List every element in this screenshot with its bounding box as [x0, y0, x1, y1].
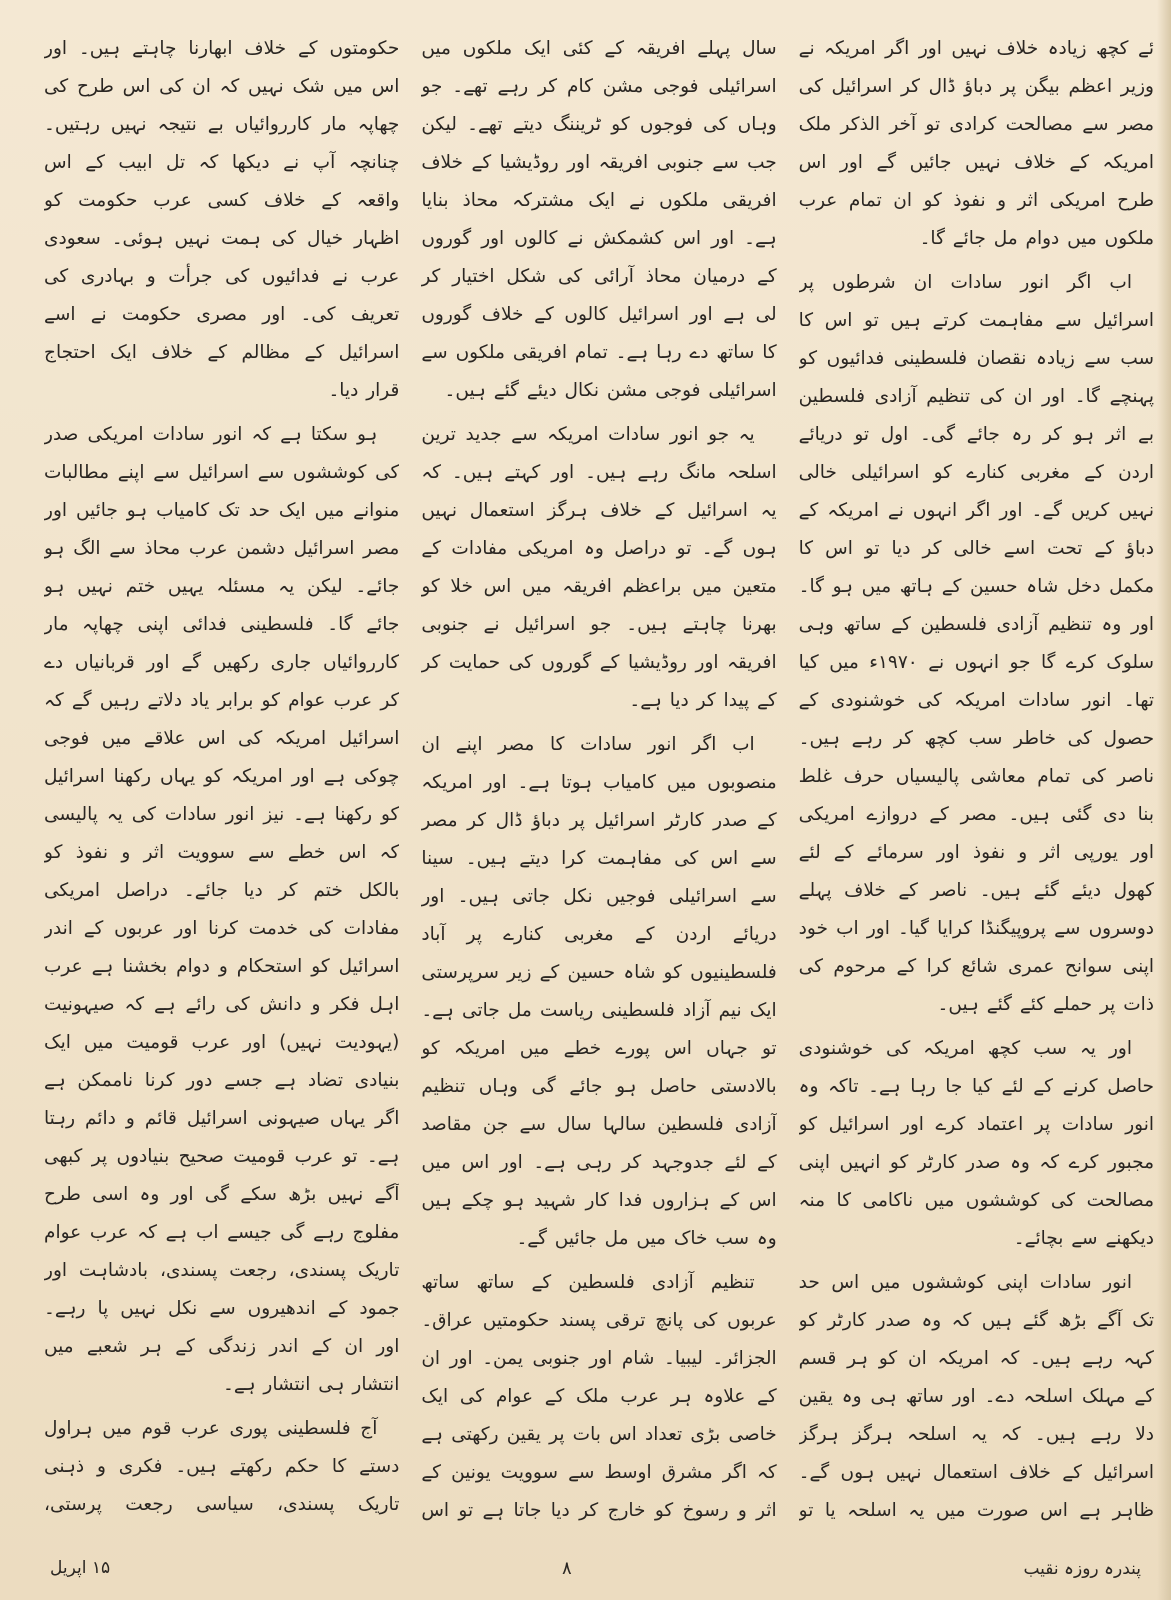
column-right: [799, 30, 1154, 1530]
paragraph: ئے کچھ زیادہ خلاف نہیں اور اگر امریکہ نے وزیر اعظم بیگن پر دباؤ ڈال کر اسرائیل کی مصر سے مصالحت کرادی تو آخر الذکر ملک امریکہ کے خلاف نہیں جائیں گے اور اس طرح امریکی اثر و نفوذ کو ان تمام عرب ملکوں میں دوام مل جائے گا۔: [798, 38, 1154, 249]
issue-date: ۱۵ اپریل: [50, 1558, 111, 1578]
paragraph: یہ جو انور سادات امریکہ سے جدید ترین اسلحہ مانگ رہے ہیں۔ اور کہتے ہیں۔ کہ یہ اسرائیل کے خلاف ہرگز استعمال نہیں ہوں گے۔ تو دراصل وہ امریکی مفادات کے متعین میں براعظم افریقہ میں اس خلا کو بھرنا چاہتے ہیں۔ جو اسرائیل نے جنوبی افریقہ اور روڈیشیا کے گوروں کی حمایت کر کے پیدا کر دیا ہے۔: [421, 424, 777, 711]
text-columns: [44, 30, 1154, 1530]
paragraph: ہو سکتا ہے کہ انور سادات امریکی صدر کی کوششوں سے اسرائیل سے اپنے مطالبات منوانے میں ایک حد تک کامیاب ہو جائیں اور مصر اسرائیل دشمن عرب محاذ سے الگ ہو جائے۔ لیکن یہ مسئلہ یہیں ختم نہیں ہو جائے گا۔ فلسطینی فدائی اپنی چھاپہ مار کارروائیاں جاری رکھیں گے اور قربانیاں دے کر عرب عوام کو برابر یاد دلاتے رہیں گے کہ اسرائیل امریکہ کی اس علاقے میں فوجی چوکی ہے اور امریکہ کو یہاں رکھنا اسرائیل کو رکھنا ہے۔ نیز انور سادات کی یہ پالیسی کہ اس خطے سے سوویت اثر و نفوذ کو بالکل ختم کر دیا جائے۔ دراصل امریکی مفادات کی خدمت کرنا اور عربوں کے اندر اسرائیل کو استحکام و دوام بخشنا ہے عرب اہل فکر و دانش کی رائے ہے کہ صیہونیت (یہودیت نہیں) اور عرب قومیت میں ایک بنیادی تضاد ہے جسے دور کرنا ناممکن ہے اگر یہاں صیہونی اسرائیل قائم و دائم رہتا ہے۔ تو عرب قومیت صحیح بنیادوں پر کبھی آگے نہیں بڑھ سکے گی اور وہ اسی طرح مفلوج رہے گی جیسے اب ہے کہ عرب عوام تاریک پسندی، رجعت پسندی، بادشاہت اور جمود کے اندھیروں سے نکل نہیں پا رہے۔ اور ان کے اندر زندگی کے ہر شعبے میں انتشار ہی انتشار ہے۔: [44, 424, 400, 1395]
paragraph: اب اگر انور سادات کا مصر اپنے ان منصوبوں میں کامیاب ہوتا ہے۔ اور امریکہ کے صدر کارٹر اسرائیل پر دباؤ ڈال کر مصر سے اس کی مفاہمت کرا دیتے ہیں۔ سینا سے اسرائیلی فوجیں نکل جاتی ہیں۔ اور دریائے اردن کے مغربی کنارے پر آباد فلسطینیوں کو شاہ حسین کے زیر سرپرستی ایک نیم آزاد فلسطینی ریاست مل جاتی ہے۔ تو جہاں اس پورے خطے میں امریکہ کو بالادستی حاصل ہو جائے گی وہاں تنظیم آزادی فلسطین سالہا سال سے جن مقاصد کے لئے جدوجہد کر رہی ہے۔ اور اس میں اس کے ہزاروں فدا کار شہید ہو چکے ہیں وہ سب خاک میں مل جائیں گے۔: [421, 734, 777, 1249]
page-number: ۸: [561, 1557, 572, 1579]
paragraph: اب اگر انور سادات ان شرطوں پر اسرائیل سے مفاہمت کرتے ہیں تو اس کا سب سے زیادہ نقصان فلسطینی فدائیوں کو پہنچے گا۔ اور ان کی تنظیم آزادی فلسطین بے اثر ہو کر رہ جائے گی۔ اول تو دریائے اردن کے مغربی کنارے کو اسرائیلی خالی نہیں کریں گے۔ اور اگر انہوں نے امریکہ کے دباؤ کے تحت اسے خالی کر دیا تو اس کا مکمل دخل شاہ حسین کے ہاتھ میں ہو گا۔ اور وہ تنظیم آزادی فلسطین کے ساتھ وہی سلوک کرے گا جو انہوں نے ۱۹۷۰ء میں کیا تھا۔ انور سادات امریکہ کی خوشنودی کے حصول کی خاطر سب کچھ کر رہے ہیں۔ ناصر کی تمام معاشی پالیسیاں حرف غلط بنا دی گئی ہیں۔ مصر کے دروازے امریکی اور یورپی اثر و نفوذ اور سرمائے کے لئے کھول دیئے گئے ہیں۔ ناصر کے خلاف پہلے دوسروں سے پروپیگنڈا کرایا گیا۔ اور اب خود اپنی سوانح عمری شائع کرا کے مرحوم کی ذات پر حملے کئے گئے ہیں۔: [798, 272, 1154, 1015]
paragraph: سال پہلے افریقہ کے کئی ایک ملکوں میں اسرائیلی فوجی مشن کام کر رہے تھے۔ جو وہاں کی فوجوں کو ٹریننگ دیتے تھے۔ لیکن جب سے جنوبی افریقہ اور روڈیشیا کے خلاف افریقی ملکوں نے ایک مشترکہ محاذ بنایا ہے۔ اور اس کشمکش نے کالوں اور گوروں کے درمیان محاذ آرائی کی شکل اختیار کر لی ہے اور اسرائیل کالوں کے خلاف گوروں کا ساتھ دے رہا ہے۔ تمام افریقی ملکوں سے اسرائیلی فوجی مشن نکال دیئے گئے ہیں۔: [421, 38, 777, 401]
paragraph: اور یہ سب کچھ امریکہ کی خوشنودی حاصل کرنے کے لئے کیا جا رہا ہے۔ تاکہ وہ انور سادات پر اعتماد کرے اور اسرائیل کو مجبور کرے کہ وہ صدر کارٹر کو انہیں اپنی مصالحت کی کوششوں میں ناکامی کا منہ دیکھنے سے بچائے۔: [798, 1038, 1154, 1249]
magazine-name: پندرہ روزہ نقیب: [1023, 1558, 1141, 1579]
column-middle: [421, 30, 776, 1530]
paragraph: تنظیم آزادی فلسطین کے ساتھ ساتھ عربوں کی پانچ ترقی پسند حکومتیں عراق۔ الجزائر۔ لیبیا۔ شام اور جنوبی یمن۔ اور ان کے علاوہ ہر عرب ملک کے عوام کی ایک خاصی بڑی تعداد اس بات پر یقین رکھتی ہے کہ اگر مشرق اوسط سے سوویت یونین کے اثر و رسوخ کو خارج کر دیا جاتا ہے تو اس: [421, 1272, 777, 1521]
paragraph: انور سادات اپنی کوششوں میں اس حد تک آگے بڑھ گئے ہیں کہ وہ صدر کارٹر کو کہہ رہے ہیں۔ کہ امریکہ ان کو ہر قسم کے مہلک اسلحہ دے۔ اور ساتھ ہی وہ یقین دلا رہے ہیں۔ کہ یہ اسلحہ ہرگز ہرگز اسرائیل کے خلاف استعمال نہیں ہوں گے۔ ظاہر ہے اس صورت میں یہ اسلحہ یا تو: [798, 1272, 1154, 1521]
paragraph: آج فلسطینی پوری عرب قوم میں ہراول دستے کا حکم رکھتے ہیں۔ فکری و ذہنی تاریک پسندی، سیاسی رجعت پرستی،: [44, 1418, 400, 1515]
paragraph: حکومتوں کے خلاف ابھارنا چاہتے ہیں۔ اور اس میں شک نہیں کہ ان کی اس طرح کی چھاپہ مار کارروائیاں بے نتیجہ نہیں رہتیں۔ چنانچہ آپ نے دیکھا کہ تل ابیب کے اس واقعہ کے خلاف کسی عرب حکومت کو اظہار خیال کی ہمت نہیں ہوئی۔ سعودی عرب نے فدائیوں کی جرأت و بہادری کی تعریف کی۔ اور مصری حکومت نے اسے اسرائیل کے مظالم کے خلاف ایک احتجاج قرار دیا۔: [44, 38, 400, 401]
column-left: [44, 30, 399, 1530]
paper-edge: [1157, 0, 1171, 1600]
page-footer: [50, 1548, 1141, 1588]
